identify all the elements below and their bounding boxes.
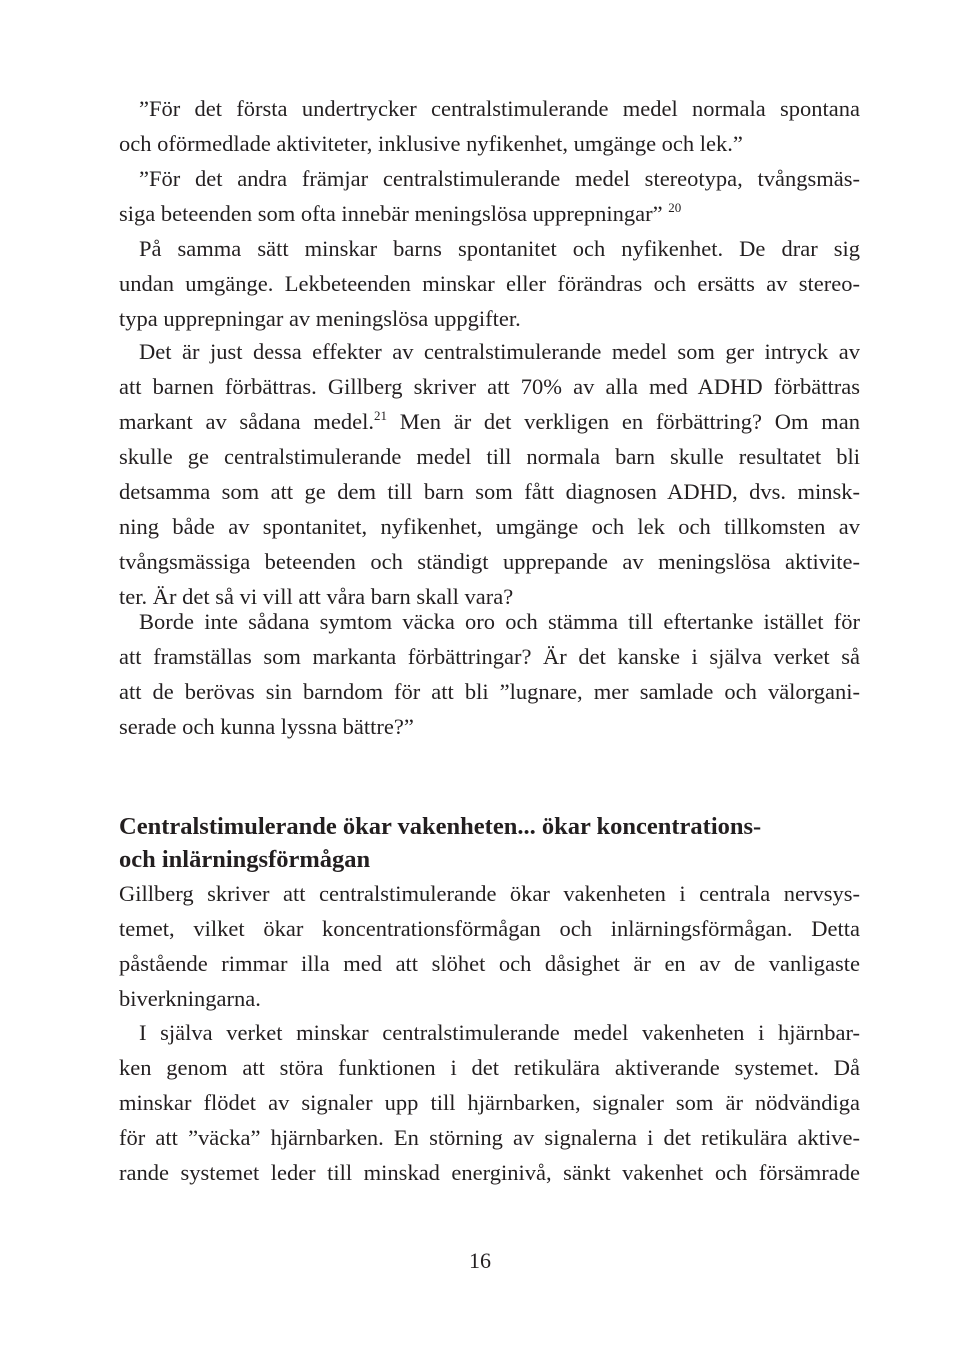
quotes-paragraph [119, 91, 860, 336]
text-line: Borde inte sådana symtom väcka oro och stämma till eftertanke istället för [139, 609, 860, 634]
text-line: undan umgänge. Lekbeteenden minskar eller förändras och ersätts av stereo- [119, 271, 860, 296]
text-line: detsamma som att ge dem till barn som fått diagnosen ADHD, dvs. minsk- [119, 479, 860, 504]
footnote-ref-20: 20 [668, 200, 682, 215]
text-line: ken genom att störa funktionen i det retikulära aktiverande systemet. Då [119, 1055, 860, 1080]
gillberg-paragraph [119, 876, 860, 1016]
text-line: I själva verket minskar centralstimulerande medel vakenheten i hjärnbar- [139, 1020, 860, 1045]
footnote-ref-21: 21 [373, 408, 387, 423]
page-number: 16 [469, 1248, 491, 1273]
text-line [119, 404, 860, 439]
effects-paragraph [119, 334, 860, 614]
text-fragment: markant av sådana medel. [119, 409, 374, 434]
text-line: ”För det första undertrycker centralstimulerande medel normala spontana [139, 96, 860, 121]
text-line: ”För det andra främjar centralstimulerande medel stereotypa, tvångsmäs- [139, 166, 860, 191]
text-line: för att ”väcka” hjärnbarken. En störning av signalerna i det retikulära aktive- [119, 1125, 860, 1150]
text-fragment: Men är det verkligen en förbättring? Om man [399, 409, 861, 434]
text-line: temet, vilket ökar koncentrationsförmågan och inlärningsförmågan. Detta [119, 916, 860, 941]
reality-paragraph [119, 1015, 860, 1190]
text-line: skulle ge centralstimulerande medel till normala barn skulle resultatet bli [119, 444, 860, 469]
text-line: att framställas som markanta förbättringar? Är det kanske i själva verket så [119, 644, 860, 669]
text-line: minskar flödet av signaler upp till hjärnbarken, signaler som är nödvändiga [119, 1090, 860, 1115]
text-line: rande systemet leder till minskad energinivå, sänkt vakenhet och försämrade [119, 1160, 860, 1185]
text-line: och oförmedlade aktiviteter, inklusive nyfikenhet, umgänge och lek.” [119, 131, 743, 156]
text-line: Det är just dessa effekter av centralstimulerande medel som ger intryck av [139, 339, 860, 364]
text-line: På samma sätt minskar barns spontanitet och nyfikenhet. De drar sig [139, 236, 860, 261]
heading-line: och inlärningsförmågan [119, 846, 371, 873]
text-line: typa upprepningar av meningslösa uppgifter. [119, 306, 521, 331]
section-heading [119, 810, 860, 876]
text-line: att barnen förbättras. Gillberg skriver att 70% av alla med ADHD förbättras [119, 374, 860, 399]
text-line: Gillberg skriver att centralstimulerande ökar vakenheten i centrala nervsys- [119, 881, 860, 906]
text-line: serade och kunna lyssna bättre?” [119, 714, 414, 739]
text-line [119, 196, 860, 231]
text-line: att de berövas sin barndom för att bli ”lugnare, mer samlade och välorgani- [119, 679, 860, 704]
text-line: ning både av spontanitet, nyfikenhet, umgänge och lek och tillkomsten av [119, 514, 860, 539]
heading-line: Centralstimulerande ökar vakenheten... ökar koncentrations- [119, 813, 762, 840]
text-fragment: siga beteenden som ofta innebär meningslösa upprepningar” [119, 201, 663, 226]
question-paragraph [119, 604, 860, 744]
text-line: ter. Är det så vi vill att våra barn skall vara? [119, 584, 514, 609]
text-line: påstående rimmar illa med att slöhet och dåsighet är en av de vanligaste [119, 951, 860, 976]
text-line: tvångsmässiga beteenden och ständigt upprepande av meningslösa aktivite- [119, 549, 860, 574]
text-line: biverkningarna. [119, 986, 261, 1011]
